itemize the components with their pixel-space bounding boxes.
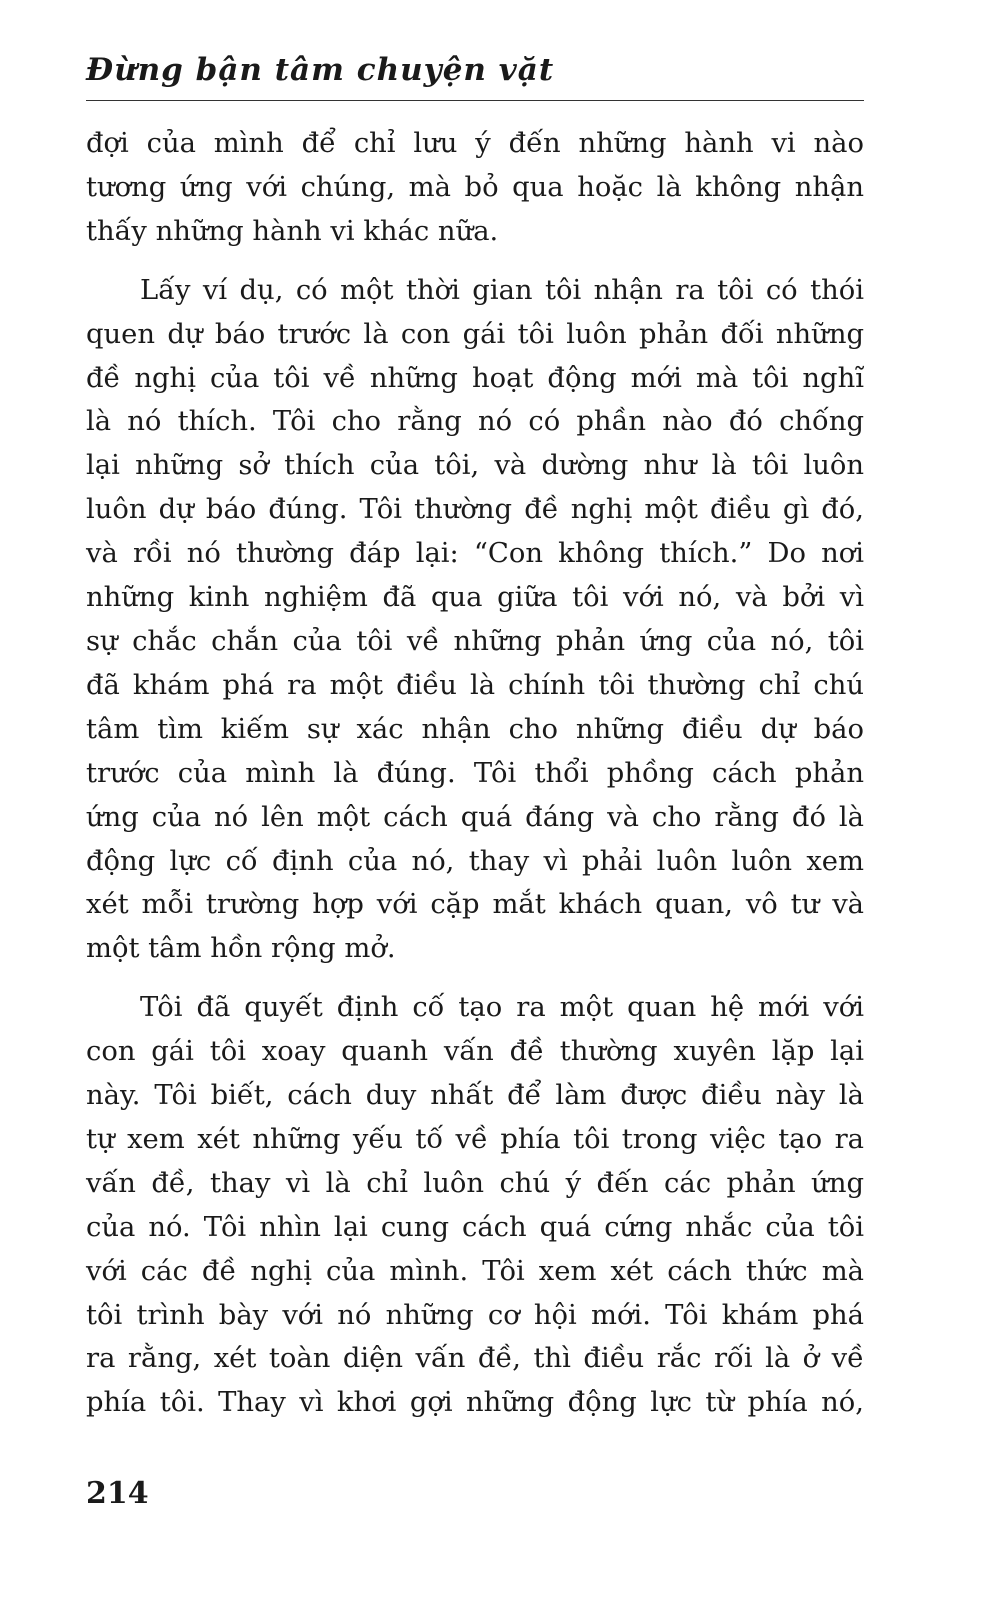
text-line: xét mỗi trường hợp với cặp mắt khách quan, vô tư và <box>86 889 864 921</box>
text-line: luôn dự báo đúng. Tôi thường đề nghị một điều gì đó, <box>86 494 864 526</box>
text-line: những kinh nghiệm đã qua giữa tôi với nó, và bởi vì <box>86 582 864 614</box>
text-line: lại những sở thích của tôi, và dường như là tôi luôn <box>86 450 864 482</box>
text-line: là nó thích. Tôi cho rằng nó có phần nào đó chống <box>86 406 864 438</box>
running-head-title: Đừng bận tâm chuyện vặt <box>86 52 555 88</box>
paragraph <box>86 986 864 1425</box>
text-line: đợi của mình để chỉ lưu ý đến những hành vi nào <box>86 128 864 159</box>
text-line: và rồi nó thường đáp lại: “Con không thích.” Do nơi <box>86 538 864 570</box>
text-line: một tâm hồn rộng mở. <box>86 933 396 965</box>
text-line: tâm tìm kiếm sự xác nhận cho những điều dự báo <box>86 713 864 745</box>
text-line: Lấy ví dụ, có một thời gian tôi nhận ra tôi có thói <box>140 274 864 306</box>
text-line: quen dự báo trước là con gái tôi luôn phản đối những <box>86 318 864 350</box>
text-line: này. Tôi biết, cách duy nhất để làm được điều này là <box>86 1080 864 1112</box>
text-line: của nó. Tôi nhìn lại cung cách quá cứng nhắc của tôi <box>86 1211 864 1243</box>
header-rule <box>86 100 864 101</box>
text-line: với các đề nghị của mình. Tôi xem xét cách thức mà <box>86 1255 864 1287</box>
text-line: vấn đề, thay vì là chỉ luôn chú ý đến các phản ứng <box>86 1167 864 1199</box>
text-line: đã khám phá ra một điều là chính tôi thường chỉ chú <box>86 669 864 701</box>
text-line: tôi trình bày với nó những cơ hội mới. Tôi khám phá <box>86 1299 864 1331</box>
text-line: trước của mình là đúng. Tôi thổi phồng cách phản <box>86 757 864 789</box>
text-line: động lực cố định của nó, thay vì phải luôn luôn xem <box>86 845 864 877</box>
page-number: 214 <box>86 1476 149 1511</box>
text-line: ra rằng, xét toàn diện vấn đề, thì điều rắc rối là ở về <box>86 1343 864 1375</box>
paragraph <box>86 269 864 972</box>
body-text <box>86 122 864 1425</box>
text-line: sự chắc chắn của tôi về những phản ứng của nó, tôi <box>86 625 864 657</box>
text-line: đề nghị của tôi về những hoạt động mới mà tôi nghĩ <box>86 362 864 394</box>
paragraph <box>86 122 864 254</box>
text-line: ứng của nó lên một cách quá đáng và cho rằng đó là <box>86 801 864 833</box>
text-line: thấy những hành vi khác nữa. <box>86 215 499 247</box>
text-line: tự xem xét những yếu tố về phía tôi trong việc tạo ra <box>86 1123 864 1155</box>
text-line: tương ứng với chúng, mà bỏ qua hoặc là không nhận <box>86 171 864 203</box>
text-line: con gái tôi xoay quanh vấn đề thường xuyên lặp lại <box>86 1036 864 1068</box>
text-line: phía tôi. Thay vì khơi gợi những động lực từ phía nó, <box>86 1387 864 1419</box>
text-line: Tôi đã quyết định cố tạo ra một quan hệ mới với <box>140 992 864 1024</box>
